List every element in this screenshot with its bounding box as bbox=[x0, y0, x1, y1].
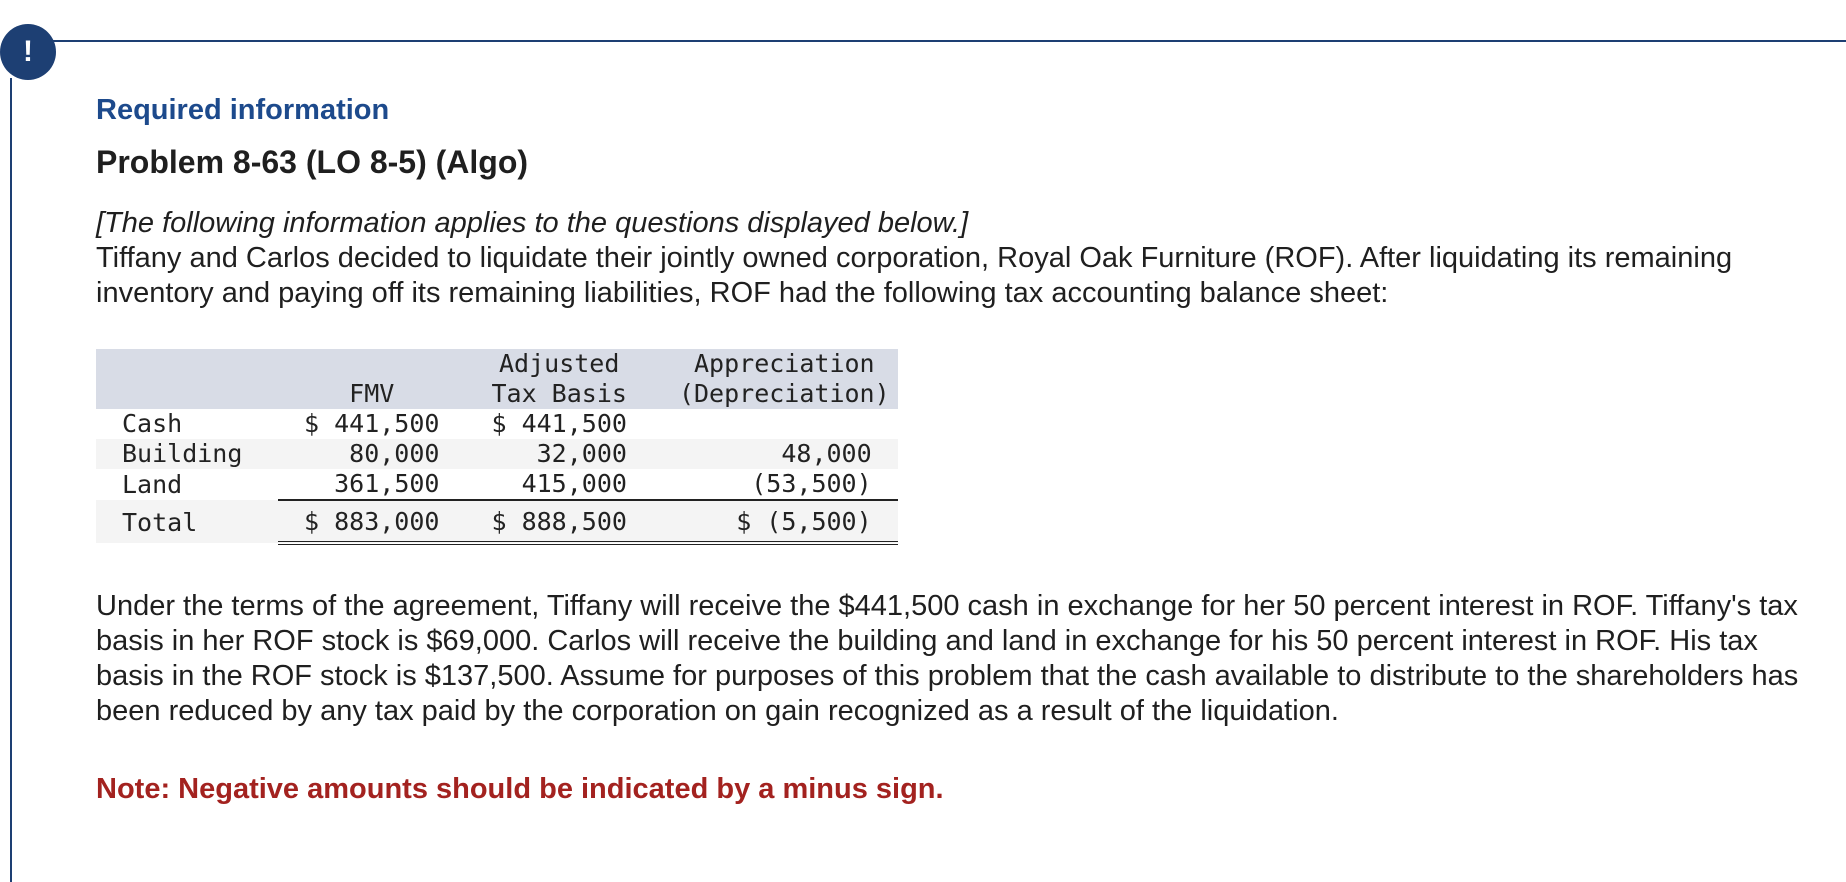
total-basis: $ 888,500 bbox=[465, 500, 652, 543]
header-adjusted-tax-basis: Adjusted Tax Basis bbox=[491, 349, 627, 408]
row-fmv: 80,000 bbox=[349, 439, 440, 468]
alert-icon bbox=[0, 24, 56, 80]
total-label: Total bbox=[122, 507, 198, 537]
row-label: Cash bbox=[122, 409, 183, 438]
row-fmv: $ 441,500 bbox=[304, 409, 440, 438]
exclamation-icon: ! bbox=[23, 35, 33, 68]
total-fmv: $ 883,000 bbox=[278, 500, 465, 543]
question-content bbox=[96, 88, 1816, 809]
table-row bbox=[96, 469, 898, 500]
table-total-row bbox=[96, 500, 898, 543]
table-row bbox=[96, 409, 898, 439]
header-blank bbox=[96, 349, 278, 409]
row-basis: 415,000 bbox=[521, 469, 627, 498]
table-row bbox=[96, 439, 898, 469]
row-appreciation: (53,500) bbox=[751, 469, 872, 498]
negative-amounts-note: Note: Negative amounts should be indicated by a minus sign. bbox=[96, 773, 944, 805]
balance-sheet-table bbox=[96, 349, 898, 545]
row-basis: 32,000 bbox=[536, 439, 627, 468]
problem-title: Problem 8-63 (LO 8-5) (Algo) bbox=[96, 144, 529, 180]
header-appreciation: Appreciation (Depreciation) bbox=[678, 349, 890, 408]
row-label: Land bbox=[122, 469, 183, 499]
frame-left-border bbox=[10, 78, 12, 882]
row-basis: $ 441,500 bbox=[491, 409, 627, 438]
total-appreciation: $ (5,500) bbox=[653, 500, 898, 543]
intro-note: [The following information applies to the questions displayed below.] bbox=[96, 207, 969, 239]
table-header-row bbox=[96, 349, 898, 409]
row-label: Building bbox=[122, 439, 243, 468]
row-appreciation: 48,000 bbox=[781, 439, 872, 468]
intro-section bbox=[96, 206, 1816, 311]
agreement-paragraph: Under the terms of the agreement, Tiffany will receive the $441,500 cash in exchange for her 50 percent interest in ROF. Tiffany's tax basis in her ROF stock is $69,000. Carlos will receive the building and land in exchange for his 50 percent interest in ROF. His tax basis in the ROF stock is $137,500. Assume for purposes of this problem that the cash available to distribute to the shareholders has been reduced by any tax paid by the corporation on gain recognized as a result of the liquidation. bbox=[96, 590, 1799, 727]
required-information-heading: Required information bbox=[96, 94, 390, 126]
row-fmv: 361,500 bbox=[334, 469, 440, 498]
header-fmv: FMV bbox=[349, 379, 395, 408]
frame-top-border bbox=[52, 40, 1846, 42]
intro-text: Tiffany and Carlos decided to liquidate their jointly owned corporation, Royal Oak Furniture (ROF). After liquidating its remaining inventory and paying off its remaining liabilities, ROF had the following tax accounting balance sheet: bbox=[96, 242, 1733, 309]
row-appreciation bbox=[653, 409, 898, 439]
